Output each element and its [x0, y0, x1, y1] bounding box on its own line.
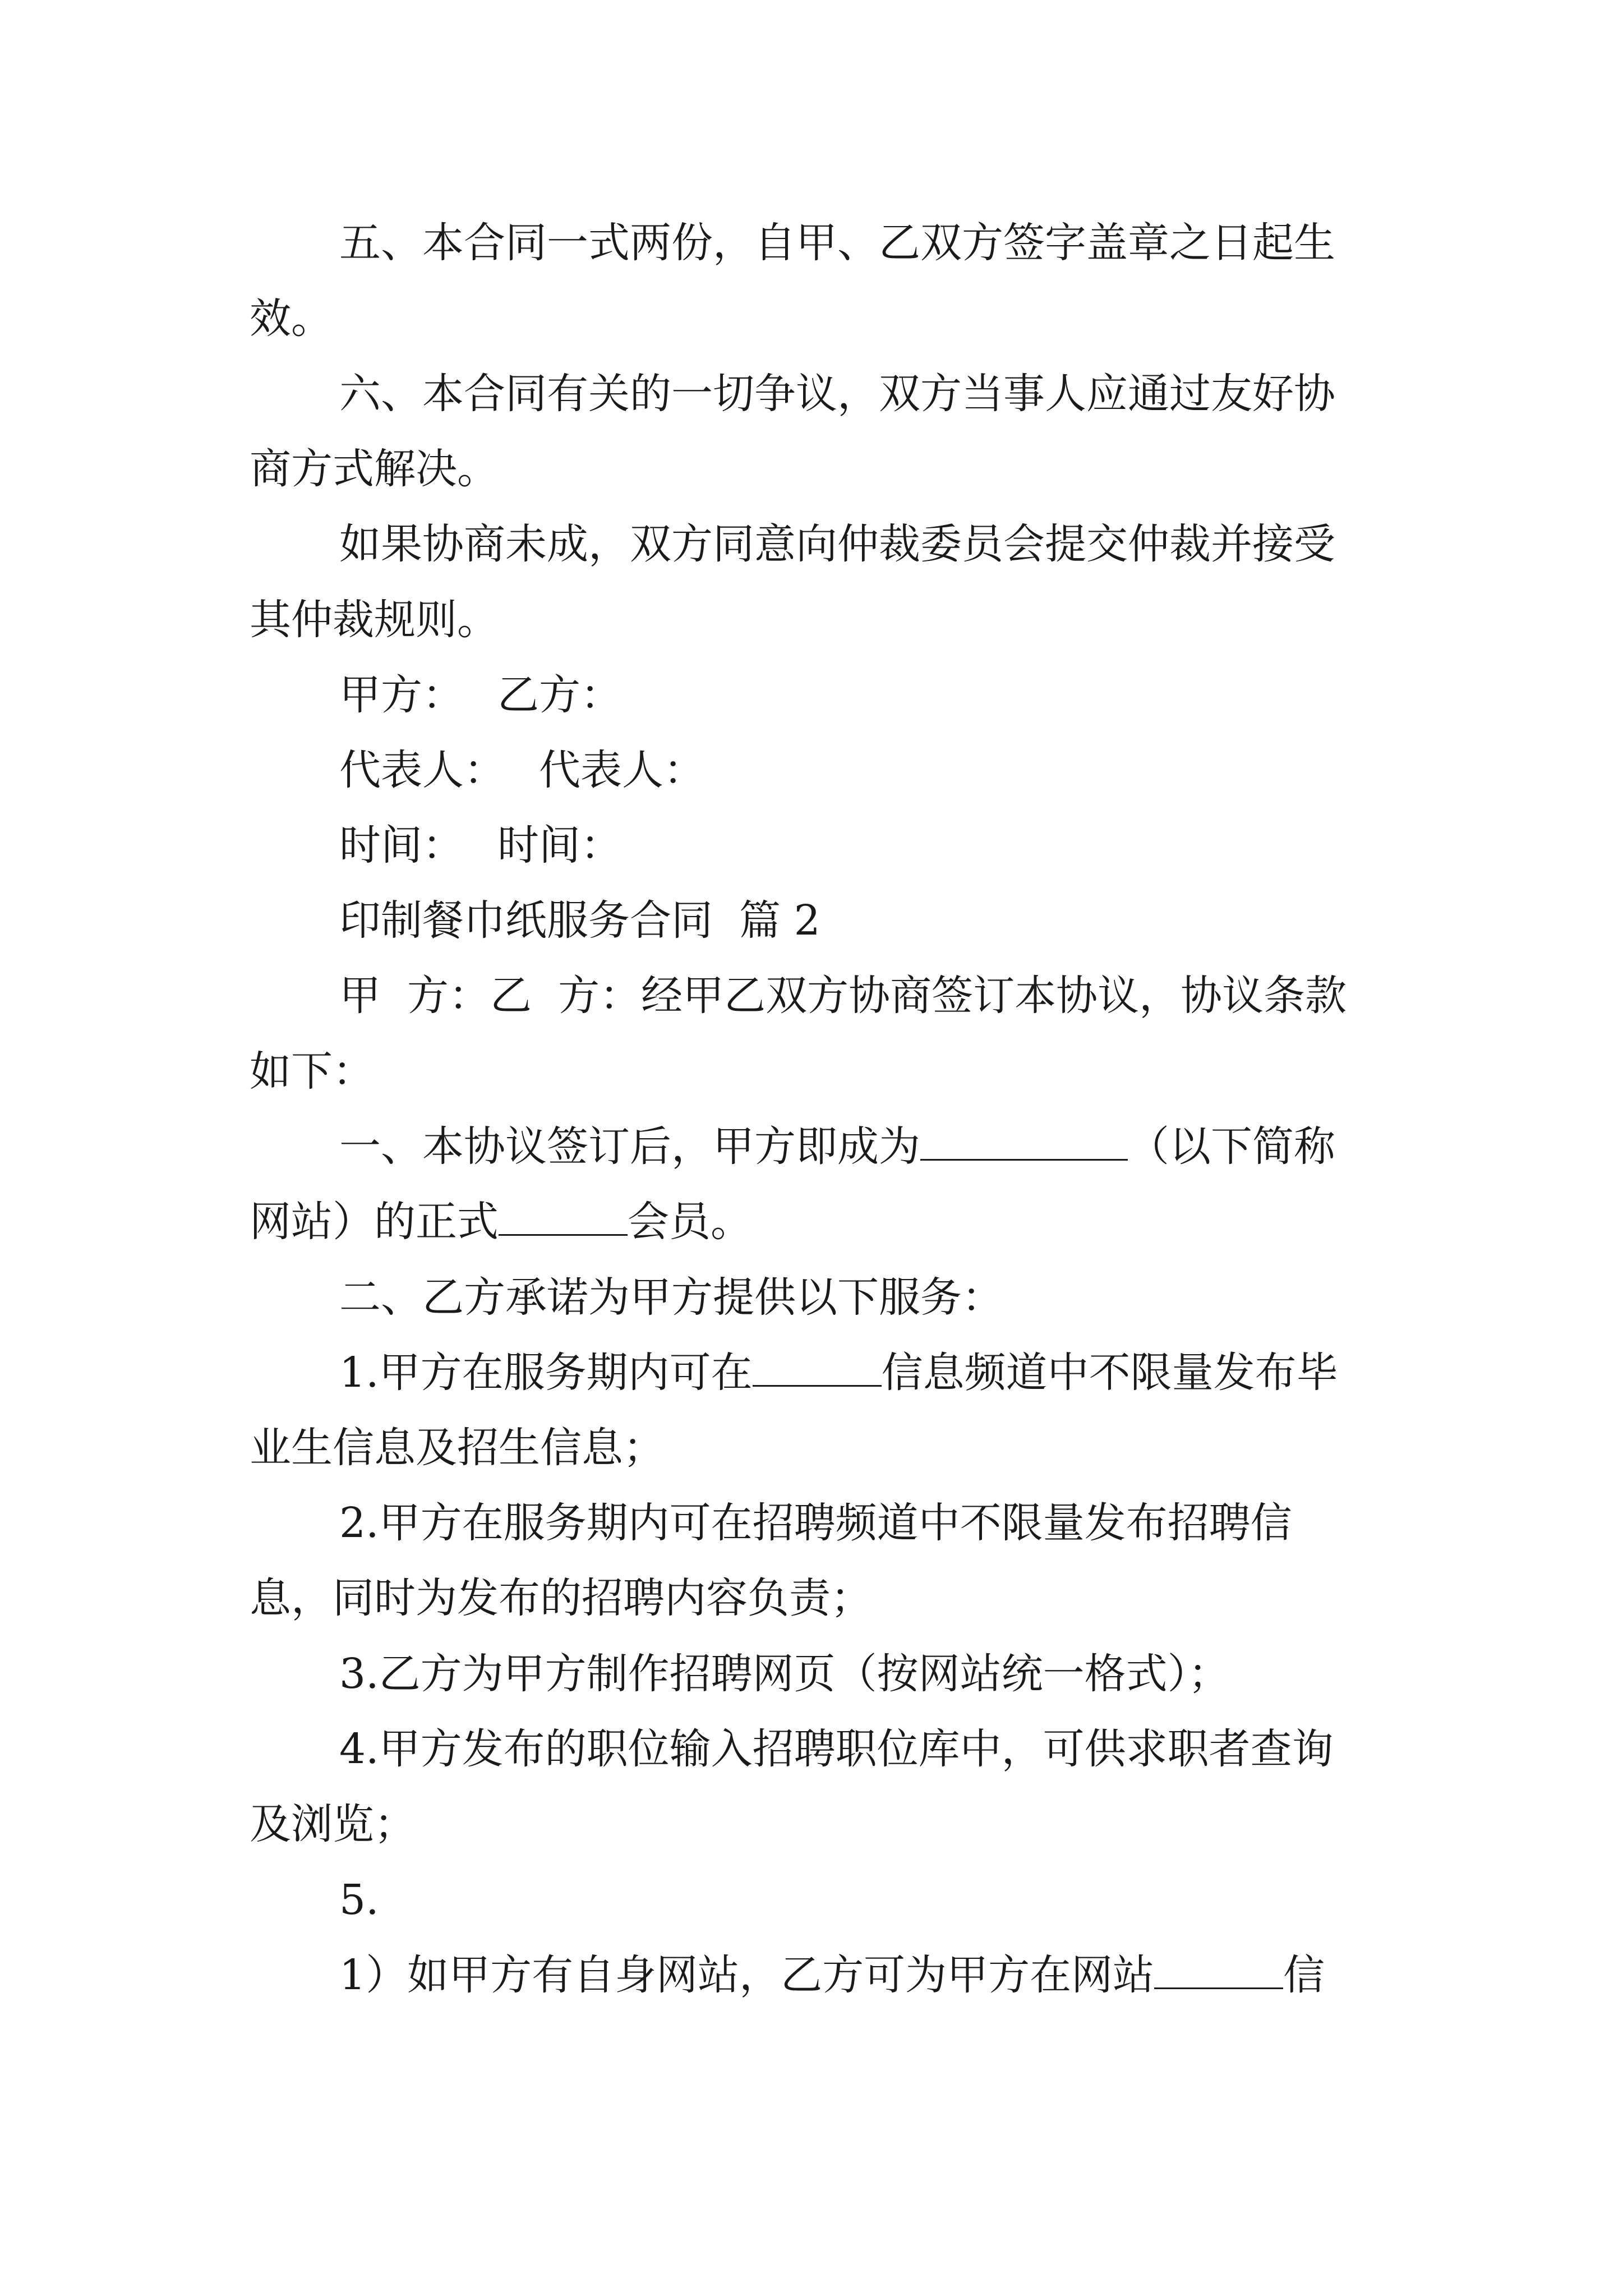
clause-five-line-2: 效。: [250, 295, 333, 343]
blank-field: [499, 1195, 628, 1236]
item-1-text-b: 信息频道中不限量发布毕: [881, 1349, 1338, 1397]
clause-five-line-1: 五、本合同一式两份，自甲、乙双方签字盖章之日起生: [339, 219, 1335, 267]
clause-one-line-1: [0, 1116, 1623, 1177]
item-5-sub-1-text-b: 信: [1283, 1951, 1325, 1999]
time-b-label: 时间：: [497, 821, 622, 869]
arbitration-line-2: 其仲裁规则。: [250, 596, 499, 644]
item-1-line-1: [0, 1342, 1623, 1404]
parties-agreement-line-1: 甲 方：乙 方：经甲乙双方协商签订本协议，协议条款: [339, 972, 1347, 1020]
item-5-sub-1-text-a: 1）如甲方有自身网站，乙方可为甲方在网站: [339, 1951, 1155, 1999]
item-5-sub-1-line: [0, 1944, 1623, 2006]
representative-line: [0, 739, 1623, 801]
representative-b-label: 代表人：: [539, 746, 705, 794]
item-4-line-1: 4.甲方发布的职位输入招聘职位库中，可供求职者查询: [339, 1725, 1334, 1773]
party-a-label: 甲方：: [339, 671, 464, 719]
item-2-line-1: 2.甲方在服务期内可在招聘频道中不限量发布招聘信: [339, 1499, 1292, 1547]
item-5-line: 5.: [339, 1876, 379, 1924]
blank-field: [1154, 1948, 1283, 1989]
time-a-label: 时间：: [339, 821, 464, 869]
item-1-line-2: 业生信息及招生信息；: [250, 1424, 665, 1472]
representative-a-label: 代表人：: [339, 746, 505, 794]
clause-six-line-1: 六、本合同有关的一切争议，双方当事人应通过友好协: [339, 370, 1335, 418]
time-line: [0, 815, 1623, 876]
clause-six-line-2: 商方式解决。: [250, 445, 499, 493]
item-2-line-2: 息，同时为发布的招聘内容负责；: [250, 1574, 872, 1622]
clause-one-text-b: （以下简称: [1128, 1122, 1335, 1171]
parties-agreement-line-2: 如下：: [250, 1047, 374, 1096]
arbitration-line-1: 如果协商未成，双方同意向仲裁委员会提交仲裁并接受: [339, 520, 1335, 568]
section-heading: 印制餐巾纸服务合同 篇 2: [339, 896, 820, 945]
clause-one-line-2: [0, 1191, 1623, 1253]
clause-two-line: 二、乙方承诺为甲方提供以下服务：: [339, 1273, 1003, 1322]
item-3-line: 3.乙方为甲方制作招聘网页（按网站统一格式）；: [339, 1650, 1230, 1698]
clause-one-text-d: 会员。: [628, 1198, 752, 1246]
party-line: [0, 664, 1623, 726]
item-4-line-2: 及浏览；: [250, 1800, 416, 1848]
blank-field: [753, 1346, 882, 1387]
clause-one-text-c: 网站）的正式: [250, 1198, 499, 1246]
item-1-text-a: 1.甲方在服务期内可在: [339, 1349, 753, 1397]
blank-field: [920, 1120, 1128, 1161]
party-b-label: 乙方：: [497, 671, 622, 719]
clause-one-text-a: 一、本协议签订后，甲方即成为: [339, 1122, 920, 1171]
